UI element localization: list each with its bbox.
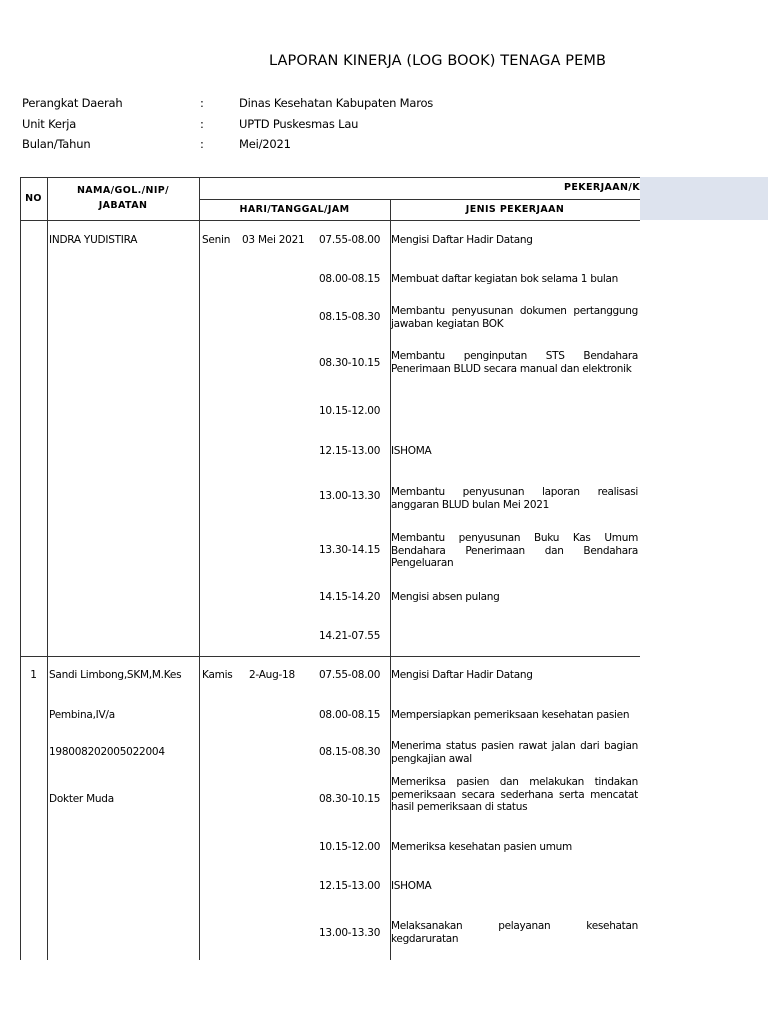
page-title: LAPORAN KINERJA (LOG BOOK) TENAGA PEMB [269,53,606,69]
entry-time: 08.00-08.15 [319,273,381,285]
col-divider-nama [199,177,200,960]
header-band [640,177,768,220]
meta-value: Mei/2021 [239,137,291,151]
table-border-top [20,177,640,178]
entry-time: 14.21-07.55 [319,630,381,642]
meta-label: Bulan/Tahun [22,137,91,151]
row-separator [20,656,640,657]
entry-time: 13.00-13.30 [319,927,381,939]
entry-description: Memeriksa kesehatan pasien umum [391,841,572,853]
entry-description: Mengisi Daftar Hadir Datang [391,234,533,246]
entry-day: Senin [202,234,231,246]
entry-description: Mengisi Daftar Hadir Datang [391,669,533,681]
meta-label: Unit Kerja [22,117,77,131]
employee-position: Dokter Muda [49,793,114,805]
header-nama: NAMA/GOL./NIP/ JABATAN [76,185,170,211]
entry-time: 08.15-08.30 [319,311,381,323]
entry-description: ISHOMA [391,445,432,457]
entry-description: Membuat daftar kegiatan bok selama 1 bulan [391,273,619,285]
meta-colon: : [200,117,204,131]
entry-time: 10.15-12.00 [319,405,381,417]
entry-description: Mempersiapkan pemeriksaan kesehatan pasien [391,709,630,721]
entry-time: 07.55-08.00 [319,234,381,246]
entry-description: Melaksanakan pelayanan kesehatan kegdaruratan [391,920,638,945]
entry-description: ISHOMA [391,880,432,892]
entry-date: 03 Mei 2021 [242,234,305,246]
meta-label: Perangkat Daerah [22,96,123,110]
employee-nip: 198008202005022004 [49,746,165,758]
header-pekerjaan: PEKERJAAN/K [563,182,640,193]
col-divider-no [47,177,48,960]
entry-time: 07.55-08.00 [319,669,381,681]
entry-time: 14.15-14.20 [319,591,381,603]
entry-time: 12.15-13.00 [319,880,381,892]
entry-description: Memeriksa pasien dan melakukan tindakan pemeriksaan secara sederhana serta mencatat hasil pemeriksaan di status [391,776,638,813]
entry-time: 08.30-10.15 [319,793,381,805]
header-hari-tanggal-jam: HARI/TANGGAL/JAM [239,204,350,215]
entry-description: Membantu penyusunan laporan realisasi anggaran BLUD bulan Mei 2021 [391,486,638,511]
entry-description: Membantu penyusunan Buku Kas Umum Bendahara Penerimaan dan Bendahara Pengeluaran [391,532,638,569]
entry-time: 08.15-08.30 [319,746,381,758]
entry-time: 13.00-13.30 [319,490,381,502]
entry-description: Membantu penyusunan dokumen pertanggung jawaban kegiatan BOK [391,305,638,330]
entry-time: 12.15-13.00 [319,445,381,457]
entry-time: 13.30-14.15 [319,544,381,556]
header-divider [199,199,640,200]
entry-day: Kamis [202,669,233,681]
meta-colon: : [200,96,204,110]
header-jenis-pekerjaan: JENIS PEKERJAAN [465,204,565,215]
entry-time: 08.30-10.15 [319,357,381,369]
meta-colon: : [200,137,204,151]
employee-name: Sandi Limbong,SKM,M.Kes [49,669,182,681]
table-border-left [20,177,21,960]
employee-name: INDRA YUDISTIRA [49,234,138,246]
header-bottom-line [20,220,640,221]
header-no: NO [25,193,42,204]
meta-value: UPTD Puskesmas Lau [239,117,359,131]
entry-time: 08.00-08.15 [319,709,381,721]
meta-value: Dinas Kesehatan Kabupaten Maros [239,96,434,110]
entry-description: Menerima status pasien rawat jalan dari bagian pengkajian awal [391,740,638,765]
row-number: 1 [30,669,37,681]
entry-description: Mengisi absen pulang [391,591,500,603]
employee-rank: Pembina,IV/a [49,709,115,721]
entry-date: 2-Aug-18 [249,669,295,681]
entry-description: Membantu penginputan STS Bendahara Penerimaan BLUD secara manual dan elektronik [391,350,638,375]
entry-time: 10.15-12.00 [319,841,381,853]
